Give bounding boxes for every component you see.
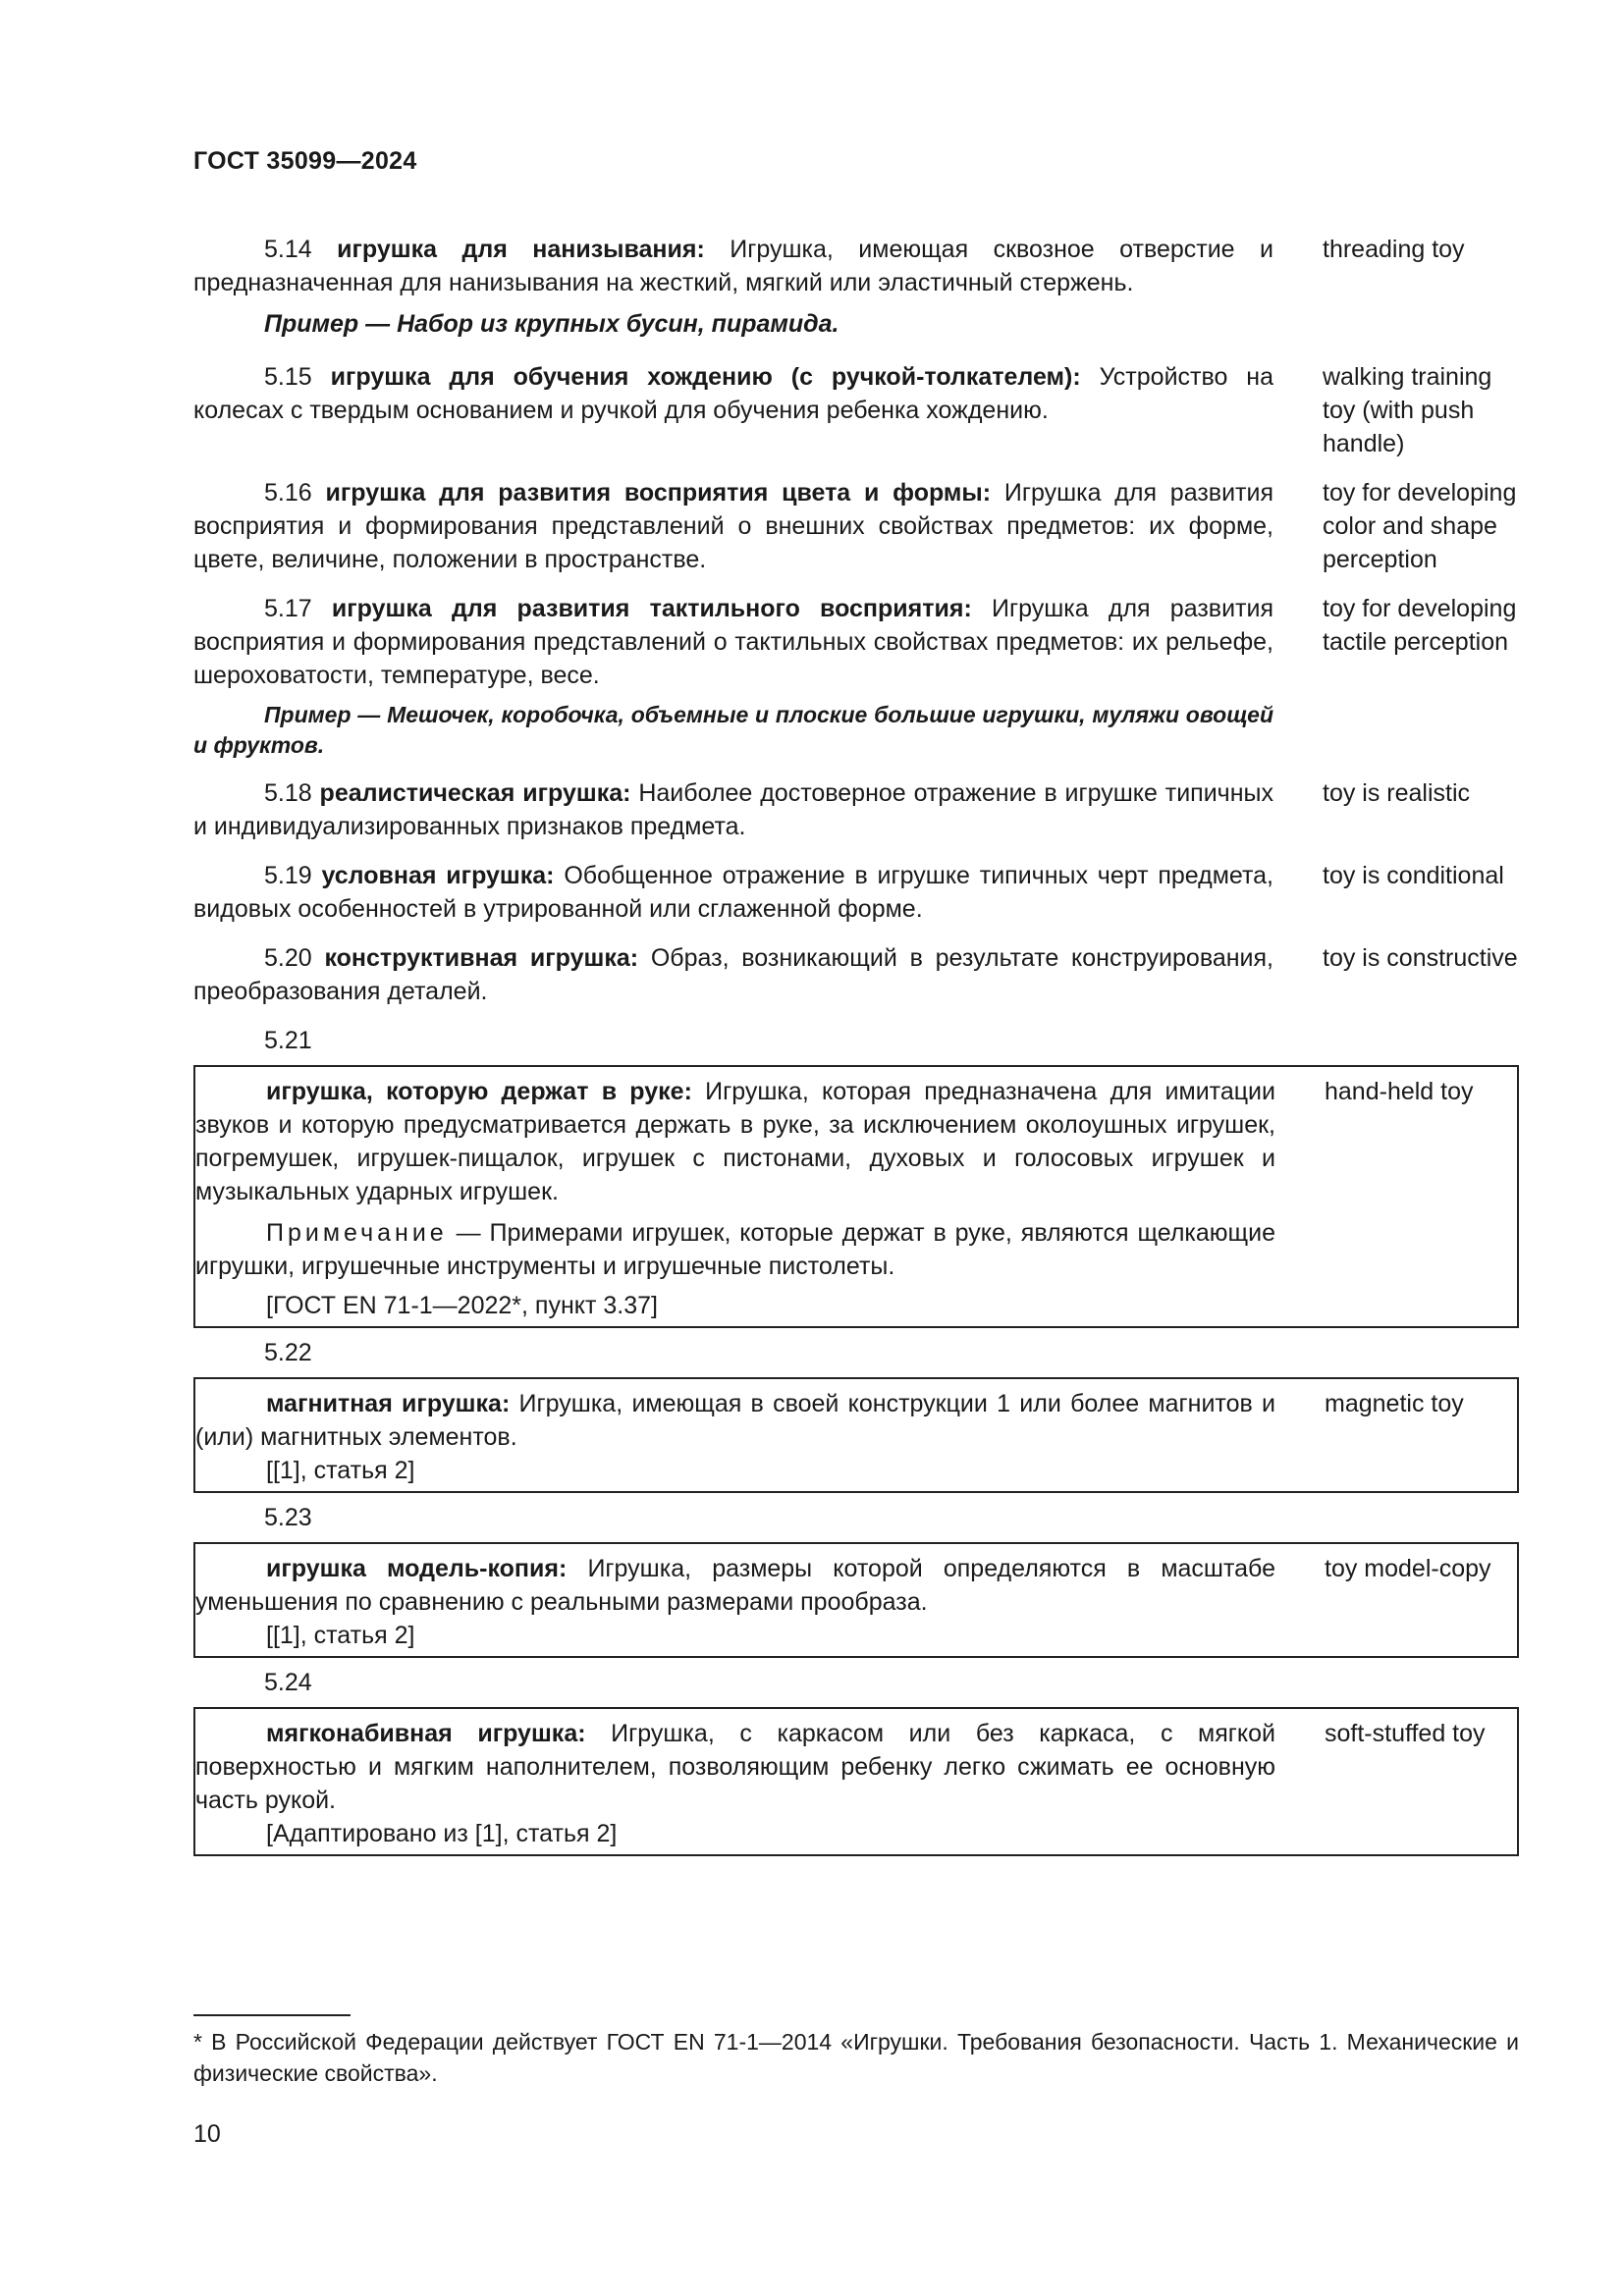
term-title: игрушка для обучения хождению (с ручкой-толкателем): (330, 363, 1081, 391)
term-number: 5.18 (264, 779, 312, 807)
term-reference: [[1], статья 2] (266, 1457, 415, 1484)
term-note (195, 1216, 1275, 1283)
term-english: toy is realistic (1323, 779, 1471, 807)
term-definition: Игрушка, имеющая сквозное отверстие и предназначенная для нанизывания на жесткий, мягкий или эластичный стержень. (193, 236, 1273, 296)
term-box-5-22 (193, 1377, 1519, 1493)
note-text: — Примерами игрушек, которые держат в руке, являются щелкающие игрушки, игрушечные инструменты и игрушечные пистолеты. (195, 1219, 1275, 1280)
term-number: 5.17 (264, 595, 312, 622)
term-english: toy model-copy (1325, 1555, 1491, 1582)
term-title: конструктивная игрушка: (324, 944, 639, 972)
footnote-divider (193, 2014, 351, 2016)
term-number: 5.20 (264, 944, 312, 972)
term-english: hand-held toy (1325, 1078, 1474, 1105)
term-entry-5-14 (193, 233, 1519, 299)
term-definition: Игрушка, размеры которой определяются в масштабе уменьшения по сравнению с реальными размерами прообраза. (195, 1555, 1275, 1616)
term-title: магнитная игрушка: (266, 1390, 511, 1417)
term-example: Пример — Мешочек, коробочка, объемные и плоские большие игрушки, муляжи овощей и фруктов. (193, 702, 1273, 758)
term-definition: Игрушка для развития восприятия и формирования представлений о внешних свойствах предметов: их форме, цвете, величине, положении в пространстве. (193, 479, 1273, 573)
term-number: 5.15 (264, 363, 312, 391)
term-title: условная игрушка: (321, 862, 555, 889)
term-box-5-23 (193, 1542, 1519, 1658)
term-title: игрушка, которую держат в руке: (266, 1078, 692, 1105)
term-box-5-21 (193, 1065, 1519, 1328)
term-definition: Наиболее достоверное отражение в игрушке типичных и индивидуализированных признаков предмета. (193, 779, 1273, 840)
term-entry-5-19 (193, 859, 1519, 926)
term-number: 5.23 (264, 1504, 312, 1531)
term-definition: Устройство на колесах с твердым основанием и ручкой для обучения ребенка хождению. (193, 363, 1274, 424)
term-english: toy for developing tactile perception (1323, 595, 1517, 656)
term-title: игрушка для развития тактильного восприятия: (331, 595, 972, 622)
term-title: игрушка для развития восприятия цвета и формы: (325, 479, 992, 507)
term-definition: Игрушка, имеющая в своей конструкции 1 или более магнитов и (или) магнитных элементов. (195, 1390, 1275, 1451)
term-number: 5.16 (264, 479, 312, 507)
footnote: * В Российской Федерации действует ГОСТ EN 71-1—2014 «Игрушки. Требования безопасности. Часть 1. Механические и физические свойства». (193, 2029, 1519, 2086)
term-definition: Игрушка, которая предназначена для имитации звуков и которую предусматривается держать в руке, за исключением околоушных игрушек, погремушек, игрушек-пищалок, игрушек с пистонами, духовых и голосовых игрушек и музыкальных ударных игрушек. (195, 1078, 1275, 1205)
term-entry-5-17 (193, 592, 1519, 761)
term-reference: [Адаптировано из [1], статья 2] (266, 1820, 618, 1847)
term-definition: Образ, возникающий в результате конструирования, преобразования деталей. (193, 944, 1273, 1005)
term-entry-5-15 (193, 360, 1519, 460)
term-box-5-24 (193, 1707, 1519, 1856)
terms-section (193, 233, 1519, 1856)
term-number: 5.22 (264, 1339, 312, 1366)
term-title: реалистическая игрушка: (319, 779, 631, 807)
page-number: 10 (193, 2120, 221, 2148)
term-entry-5-18 (193, 776, 1519, 843)
term-example: Пример — Набор из крупных бусин, пирамида. (264, 310, 839, 338)
term-english: toy for developing color and shape perception (1323, 479, 1517, 573)
term-definition: Игрушка для развития восприятия и формирования представлений о тактильных свойствах предметов: их рельефе, шероховатости, температуре, весе. (193, 595, 1273, 689)
term-number: 5.24 (264, 1669, 312, 1696)
term-title: мягконабивная игрушка: (266, 1720, 586, 1747)
term-english: magnetic toy (1325, 1390, 1464, 1417)
term-reference: [[1], статья 2] (266, 1622, 415, 1649)
term-english: toy is constructive (1323, 944, 1518, 972)
term-definition: Обобщенное отражение в игрушке типичных черт предмета, видовых особенностей в утрированной или сглаженной форме. (193, 862, 1274, 923)
term-title: игрушка модель-копия: (266, 1555, 568, 1582)
term-number: 5.14 (264, 236, 312, 263)
term-entry-5-20 (193, 941, 1519, 1008)
term-number: 5.19 (264, 862, 312, 889)
term-entry-5-16 (193, 476, 1519, 576)
term-title: игрушка для нанизывания: (337, 236, 705, 263)
term-english: walking training toy (with push handle) (1323, 363, 1492, 457)
term-english: toy is conditional (1323, 862, 1504, 889)
term-reference: [ГОСТ EN 71-1—2022*, пункт 3.37] (266, 1292, 658, 1319)
term-english: soft-stuffed toy (1325, 1720, 1486, 1747)
note-label: Примечание (266, 1219, 448, 1247)
term-english: threading toy (1323, 236, 1465, 263)
term-number: 5.21 (264, 1027, 312, 1054)
term-definition: Игрушка, с каркасом или без каркаса, с мягкой поверхностью и мягким наполнителем, позволяющим ребенку легко сжимать ее основную часть рукой. (195, 1720, 1275, 1814)
document-code: ГОСТ 35099—2024 (193, 147, 417, 175)
